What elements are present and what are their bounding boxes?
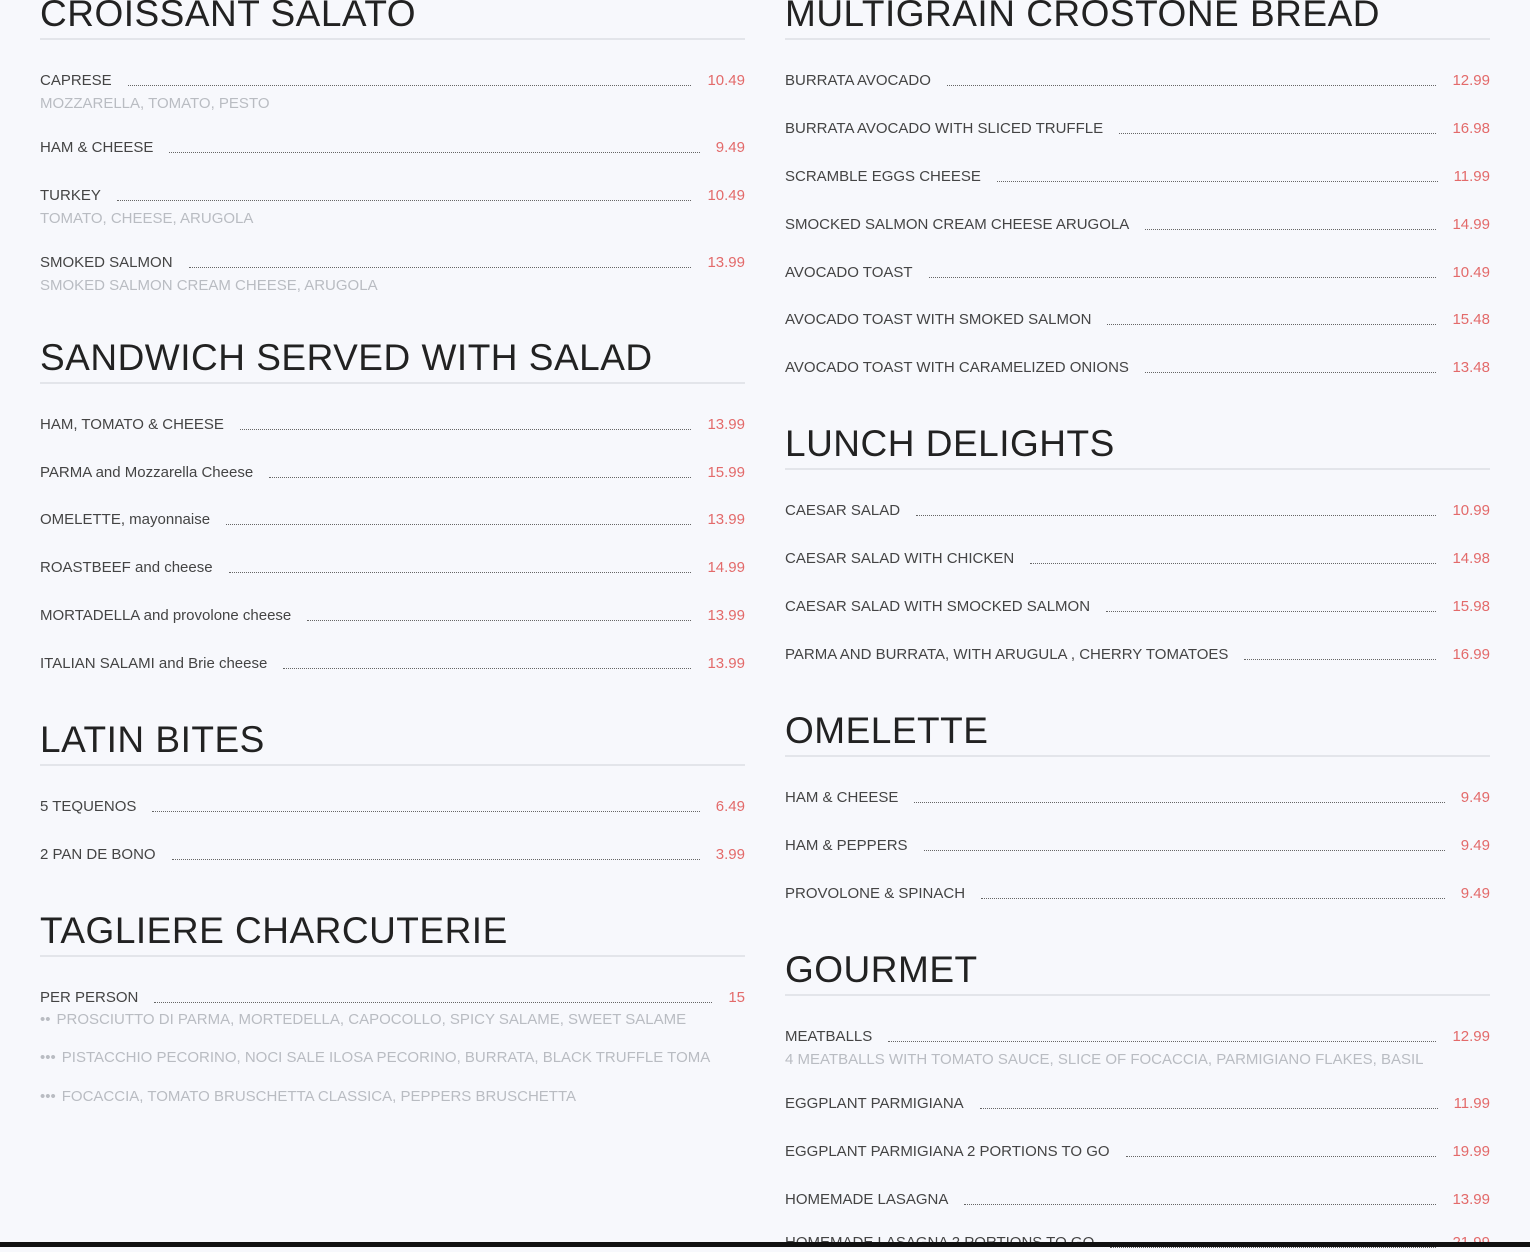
dot-leader xyxy=(914,801,1444,803)
item-name: EGGPLANT PARMIGIANA 2 PORTIONS TO GO xyxy=(785,1143,1110,1160)
dot-leader xyxy=(929,276,1437,278)
dot-leader xyxy=(1145,371,1437,373)
item-name: MEATBALLS xyxy=(785,1028,873,1045)
dot-leader xyxy=(117,199,692,201)
menu-item xyxy=(785,309,1490,329)
bullet-mark: ••• xyxy=(40,1088,56,1105)
menu-item xyxy=(785,596,1490,616)
menu-item xyxy=(40,987,745,1007)
menu-item xyxy=(785,548,1490,568)
dot-leader xyxy=(229,571,692,573)
section-title: LATIN BITES xyxy=(40,719,265,760)
item-price: 13.99 xyxy=(707,607,745,624)
item-price: 11.99 xyxy=(1453,168,1490,185)
item-price: 9.49 xyxy=(715,139,745,156)
dot-leader xyxy=(307,619,691,621)
dot-leader xyxy=(1106,610,1436,612)
item-price: 9.49 xyxy=(1460,789,1490,806)
menu-item xyxy=(40,70,745,113)
dot-leader xyxy=(980,1107,1438,1109)
item-description: SMOKED SALMON CREAM CHEESE, ARUGOLA xyxy=(40,277,378,294)
menu-item xyxy=(785,787,1490,807)
item-price: 15.98 xyxy=(1452,598,1490,615)
dot-leader xyxy=(154,1001,712,1003)
menu-item xyxy=(40,414,745,434)
menu-item xyxy=(40,462,745,482)
item-price: 16.99 xyxy=(1452,646,1490,663)
menu-item xyxy=(40,844,745,864)
item-name: BURRATA AVOCADO WITH SLICED TRUFFLE xyxy=(785,120,1104,137)
dot-leader xyxy=(964,1203,1436,1205)
item-name: TURKEY xyxy=(40,187,101,204)
item-name: SMOKED SALMON xyxy=(40,254,173,271)
item-name: BURRATA AVOCADO xyxy=(785,72,931,89)
menu-item xyxy=(40,557,745,577)
item-name: CAESAR SALAD WITH CHICKEN xyxy=(785,550,1015,567)
item-name: CAESAR SALAD xyxy=(785,502,901,519)
menu-item xyxy=(40,653,745,673)
item-name: ITALIAN SALAMI and Brie cheese xyxy=(40,655,268,672)
item-name: MORTADELLA and provolone cheese xyxy=(40,607,292,624)
menu-item xyxy=(40,137,745,157)
item-name: OMELETTE, mayonnaise xyxy=(40,511,211,528)
item-price: 12.99 xyxy=(1452,72,1490,89)
dot-leader xyxy=(226,523,691,525)
dot-leader xyxy=(172,858,700,860)
section-divider xyxy=(40,38,745,40)
charcuterie-detail xyxy=(40,1049,710,1067)
bottom-edge-bar xyxy=(0,1242,1530,1247)
section-title: LUNCH DELIGHTS xyxy=(785,423,1115,464)
section-title: SANDWICH SERVED WITH SALAD xyxy=(40,337,653,378)
item-price: 9.49 xyxy=(1460,837,1490,854)
section-divider xyxy=(785,38,1490,40)
section-divider xyxy=(40,955,745,957)
dot-leader xyxy=(1107,323,1436,325)
dot-leader xyxy=(189,266,692,268)
item-description: 4 MEATBALLS WITH TOMATO SAUCE, SLICE OF FOCACCIA, PARMIGIANO FLAKES, BASIL xyxy=(785,1051,1424,1068)
menu-item xyxy=(40,185,745,228)
item-name: CAESAR SALAD WITH SMOCKED SALMON xyxy=(785,598,1091,615)
item-name: AVOCADO TOAST WITH CARAMELIZED ONIONS xyxy=(785,359,1129,376)
dot-leader xyxy=(240,428,692,430)
item-price: 10.49 xyxy=(1452,264,1490,281)
item-description: MOZZARELLA, TOMATO, PESTO xyxy=(40,95,270,112)
bullet-mark: •• xyxy=(40,1011,51,1028)
menu-item xyxy=(785,118,1490,138)
item-price: 15.99 xyxy=(707,464,745,481)
item-price: 13.48 xyxy=(1452,359,1490,376)
menu-item xyxy=(785,262,1490,282)
dot-leader xyxy=(269,476,691,478)
item-name: ROASTBEEF and cheese xyxy=(40,559,213,576)
menu-item xyxy=(785,1026,1490,1069)
dot-leader xyxy=(1126,1155,1437,1157)
dot-leader xyxy=(283,667,691,669)
menu-item xyxy=(40,509,745,529)
dot-leader xyxy=(1145,228,1436,230)
section-divider xyxy=(40,382,745,384)
item-name: PARMA and Mozzarella Cheese xyxy=(40,464,254,481)
item-description: TOMATO, CHEESE, ARUGOLA xyxy=(40,210,254,227)
item-name: CAPRESE xyxy=(40,72,112,89)
menu-item xyxy=(785,166,1490,186)
item-name: EGGPLANT PARMIGIANA xyxy=(785,1095,964,1112)
item-name: SMOCKED SALMON CREAM CHEESE ARUGOLA xyxy=(785,216,1130,233)
detail-text: PROSCIUTTO DI PARMA, MORTEDELLA, CAPOCOLLO, SPICY SALAME, SWEET SALAME xyxy=(56,1011,687,1028)
item-price: 6.49 xyxy=(715,798,745,815)
dot-leader xyxy=(152,810,699,812)
dot-leader xyxy=(947,84,1437,86)
item-name: SCRAMBLE EGGS CHEESE xyxy=(785,168,981,185)
menu-item xyxy=(785,1141,1490,1161)
item-price: 13.99 xyxy=(707,254,745,271)
item-price: 13.99 xyxy=(1452,1191,1490,1208)
item-name: HAM & CHEESE xyxy=(40,139,154,156)
menu-item xyxy=(785,357,1490,377)
item-price: 3.99 xyxy=(715,846,745,863)
charcuterie-detail xyxy=(40,1088,576,1106)
detail-text: PISTACCHIO PECORINO, NOCI SALE ILOSA PECORINO, BURRATA, BLACK TRUFFLE TOMA xyxy=(61,1049,711,1066)
bullet-mark: ••• xyxy=(40,1049,56,1066)
item-price: 14.99 xyxy=(1452,216,1490,233)
section-divider xyxy=(40,764,745,766)
item-name: PER PERSON xyxy=(40,989,139,1006)
menu-item xyxy=(785,835,1490,855)
item-name: AVOCADO TOAST WITH SMOKED SALMON xyxy=(785,311,1092,328)
item-price: 9.49 xyxy=(1460,885,1490,902)
item-price: 19.99 xyxy=(1452,1143,1490,1160)
menu-item xyxy=(785,644,1490,664)
dot-leader xyxy=(981,897,1445,899)
item-name: PROVOLONE & SPINACH xyxy=(785,885,966,902)
dot-leader xyxy=(916,514,1436,516)
dot-leader xyxy=(1244,658,1436,660)
item-price: 11.99 xyxy=(1453,1095,1490,1112)
menu-item xyxy=(40,252,745,295)
item-name: AVOCADO TOAST xyxy=(785,264,913,281)
dot-leader xyxy=(888,1040,1436,1042)
dot-leader xyxy=(1030,562,1436,564)
menu-item xyxy=(40,605,745,625)
charcuterie-detail xyxy=(40,1011,686,1029)
section-divider xyxy=(785,468,1490,470)
section-title: GOURMET xyxy=(785,949,978,990)
item-price: 13.99 xyxy=(707,416,745,433)
detail-text: FOCACCIA, TOMATO BRUSCHETTA CLASSICA, PEPPERS BRUSCHETTA xyxy=(61,1088,577,1105)
item-name: HAM, TOMATO & CHEESE xyxy=(40,416,224,433)
item-name: 2 PAN DE BONO xyxy=(40,846,156,863)
item-price: 10.49 xyxy=(707,72,745,89)
menu-item xyxy=(785,1093,1490,1113)
item-price: 12.99 xyxy=(1452,1028,1490,1045)
section-title: OMELETTE xyxy=(785,710,989,751)
menu-item xyxy=(785,214,1490,234)
dot-leader xyxy=(997,180,1438,182)
section-title: TAGLIERE CHARCUTERIE xyxy=(40,910,508,951)
item-price: 13.99 xyxy=(707,511,745,528)
item-name: PARMA AND BURRATA, WITH ARUGULA , CHERRY TOMATOES xyxy=(785,646,1229,663)
item-price: 14.99 xyxy=(707,559,745,576)
item-name: HOMEMADE LASAGNA xyxy=(785,1191,949,1208)
item-price: 13.99 xyxy=(707,655,745,672)
dot-leader xyxy=(128,84,692,86)
dot-leader xyxy=(1119,132,1436,134)
menu-item xyxy=(785,1189,1490,1209)
section-title: MULTIGRAIN CROSTONE BREAD xyxy=(785,0,1380,34)
item-price: 10.49 xyxy=(707,187,745,204)
menu-item xyxy=(785,70,1490,90)
item-price: 16.98 xyxy=(1452,120,1490,137)
menu-item xyxy=(785,883,1490,903)
dot-leader xyxy=(169,151,699,153)
menu-item xyxy=(785,500,1490,520)
item-name: HAM & CHEESE xyxy=(785,789,899,806)
section-divider xyxy=(785,994,1490,996)
item-price: 15.48 xyxy=(1452,311,1490,328)
item-price: 15 xyxy=(728,989,745,1006)
item-price: 14.98 xyxy=(1452,550,1490,567)
item-name: 5 TEQUENOS xyxy=(40,798,137,815)
dot-leader xyxy=(924,849,1445,851)
section-title: CROISSANT SALATO xyxy=(40,0,417,34)
item-name: HAM & PEPPERS xyxy=(785,837,908,854)
menu-item xyxy=(40,796,745,816)
item-price: 10.99 xyxy=(1452,502,1490,519)
section-divider xyxy=(785,755,1490,757)
